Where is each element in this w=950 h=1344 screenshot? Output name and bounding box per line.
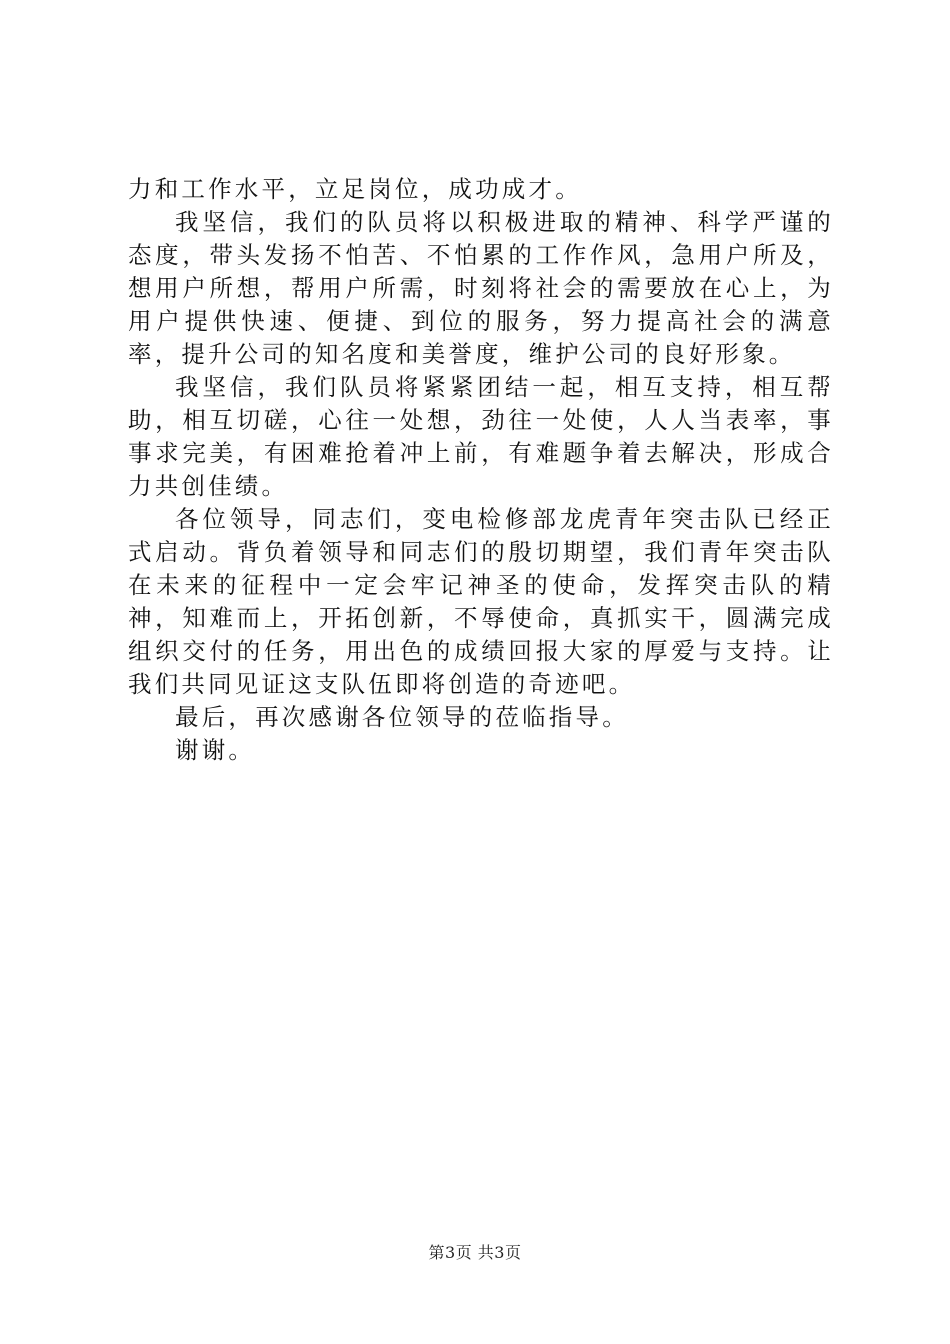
page-footer <box>0 1243 950 1263</box>
paragraph-belief-service: 我坚信，我们的队员将以积极进取的精神、科学严谨的态度，带头发扬不怕苦、不怕累的工作作风，急用户所及，想用户所想，帮用户所需，时刻将社会的需要放在心上，为用户提供快速、便捷、到位的服务，努力提高社会的满意率，提升公司的知名度和美誉度，维护公司的良好形象。 <box>128 208 834 368</box>
paragraph-continuation: 力和工作水平，立足岗位，成功成才。 <box>128 175 582 203</box>
page-number: 第3页 共3页 <box>428 1243 522 1262</box>
paragraph-belief-unity: 我坚信，我们队员将紧紧团结一起，相互支持，相互帮助，相互切磋，心往一处想，劲往一处使，人人当表率，事事求完美，有困难抢着冲上前，有难题争着去解决，形成合力共创佳绩。 <box>128 373 834 500</box>
document-body <box>128 173 834 767</box>
paragraph-launch: 各位领导，同志们，变电检修部龙虎青年突击队已经正式启动。背负着领导和同志们的殷切期望，我们青年突击队在未来的征程中一定会牢记神圣的使命，发挥突击队的精神，知难而上，开拓创新，不辱使命，真抓实干，圆满完成组织交付的任务，用出色的成绩回报大家的厚爱与支持。让我们共同见证这支队伍即将创造的奇迹吧。 <box>128 505 834 698</box>
paragraph-thanks-leaders: 最后，再次感谢各位领导的莅临指导。 <box>175 703 629 731</box>
paragraph-closing: 谢谢。 <box>175 736 256 764</box>
